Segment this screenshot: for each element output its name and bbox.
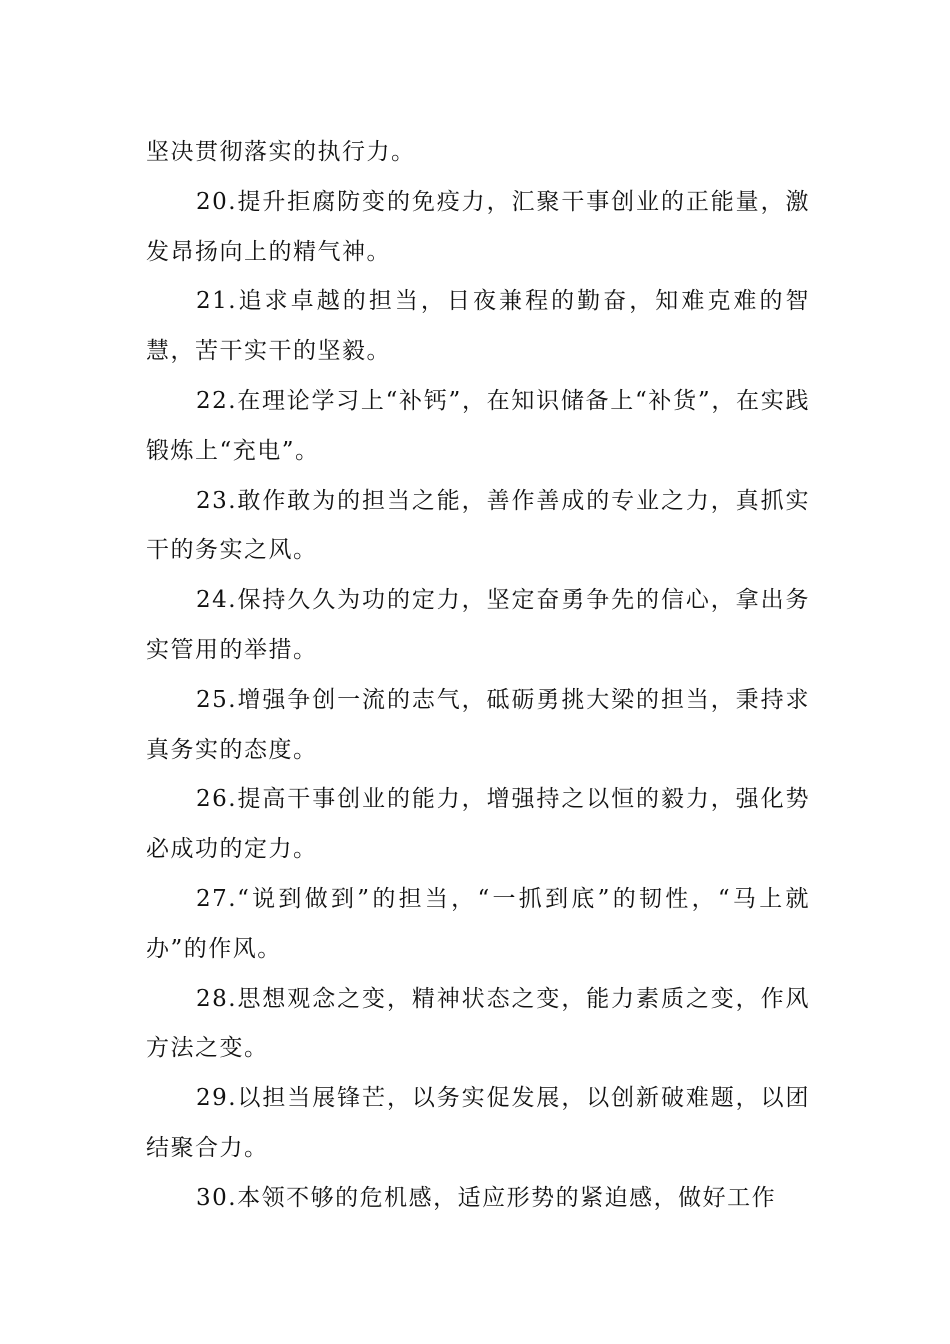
- paragraph-item-23: 23.敢作敢为的担当之能，善作善成的专业之力，真抓实干的务实之风。: [146, 487, 810, 564]
- paragraph-item-25: 25.增强争创一流的志气，砥砺勇挑大梁的担当，秉持求真务实的态度。: [146, 686, 810, 763]
- paragraph-item-24: 24.保持久久为功的定力，坚定奋勇争先的信心，拿出务实管用的举措。: [146, 587, 810, 663]
- paragraph-item-27: 27.“说到做到”的担当，“一抓到底”的韧性，“马上就办”的作风。: [146, 885, 810, 962]
- paragraph-item-30: 30.本领不够的危机感，适应形势的紧迫感，做好工作: [196, 1184, 777, 1211]
- paragraph-item-28: 28.思想观念之变，精神状态之变，能力素质之变，作风方法之变。: [146, 985, 810, 1062]
- paragraph-item-20: 20.提升拒腐防变的免疫力，汇聚干事创业的正能量，激发昂扬向上的精气神。: [146, 188, 810, 265]
- document-body: [146, 128, 810, 1224]
- paragraph-item-22: 22.在理论学习上“补钙”，在知识储备上“补货”，在实践锻炼上“充电”。: [146, 387, 810, 464]
- paragraph-item-29: 29.以担当展锋芒，以务实促发展，以创新破难题，以团结聚合力。: [146, 1085, 810, 1161]
- paragraph-item-26: 26.提高干事创业的能力，增强持之以恒的毅力，强化势必成功的定力。: [146, 786, 810, 863]
- paragraph-item-21: 21.追求卓越的担当，日夜兼程的勤奋，知难克难的智慧，苦干实干的坚毅。: [146, 288, 810, 365]
- paragraph-continuation: 坚决贯彻落实的执行力。: [146, 139, 416, 165]
